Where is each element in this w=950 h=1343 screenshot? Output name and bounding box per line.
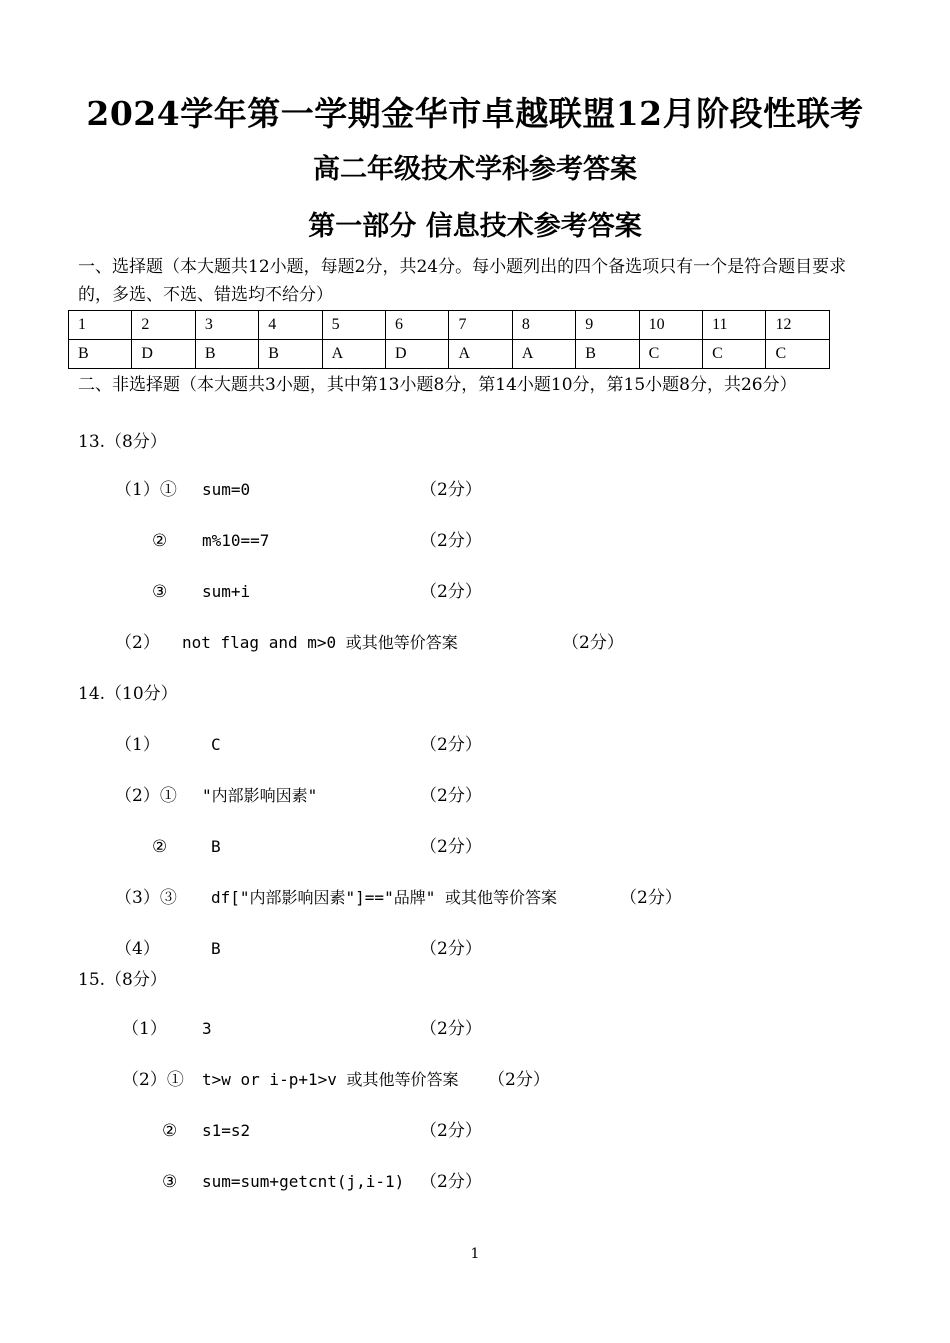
q13-label: （2）	[115, 633, 160, 653]
table-cell: D	[132, 340, 195, 369]
q15-answer: s1=s2	[202, 1121, 251, 1140]
table-cell: 8	[512, 311, 575, 340]
q13-label: ②	[152, 531, 168, 551]
part-title: 第一部分 信息技术参考答案	[308, 211, 642, 242]
table-cell: 11	[703, 311, 766, 340]
table-cell: B	[576, 340, 639, 369]
q14-answer: "内部影响因素"	[202, 786, 318, 805]
q13-score: （2分）	[420, 531, 482, 551]
q14-score: （2分）	[420, 837, 482, 857]
q13-label: ③	[152, 582, 168, 602]
q14-label: ②	[152, 837, 168, 857]
q15-answer: sum=sum+getcnt(j,i-1)	[202, 1172, 405, 1191]
table-cell: 9	[576, 311, 639, 340]
q13-answer: m%10==7	[202, 531, 270, 550]
q15-label: （1）	[122, 1019, 167, 1039]
q13-answer: not flag and m>0 或其他等价答案	[182, 633, 458, 652]
q14-label: （2）①	[115, 786, 177, 806]
q15-score: （2分）	[420, 1121, 482, 1141]
q14-score: （2分）	[420, 939, 482, 959]
table-row-numbers	[69, 311, 830, 340]
q13-header: 13.（8分）	[78, 432, 167, 452]
q15-score: （2分）	[420, 1019, 482, 1039]
table-cell: 6	[386, 311, 449, 340]
table-cell: 1	[69, 311, 132, 340]
table-cell: B	[259, 340, 322, 369]
table-cell: A	[449, 340, 512, 369]
table-cell: 4	[259, 311, 322, 340]
q14-answer: B	[211, 939, 221, 958]
q15-score: （2分）	[420, 1172, 482, 1192]
table-cell: 3	[195, 311, 258, 340]
q15-answer: 3	[202, 1019, 212, 1038]
q14-score: （2分）	[420, 786, 482, 806]
q14-score: （2分）	[420, 735, 482, 755]
section1-intro: 一、选择题（本大题共12小题，每题2分，共24分。每小题列出的四个备选项只有一个是符合题目要求的，多选、不选、错选均不给分）	[78, 257, 847, 305]
table-cell: C	[703, 340, 766, 369]
table-cell: C	[639, 340, 702, 369]
table-cell: B	[195, 340, 258, 369]
q15-label: （2）①	[122, 1070, 184, 1090]
q13-label: （1）①	[115, 480, 177, 500]
q13-answer: sum+i	[202, 582, 251, 601]
table-cell: D	[386, 340, 449, 369]
q14-score: （2分）	[620, 888, 682, 908]
table-cell: 10	[639, 311, 702, 340]
q14-label: （3）③	[115, 888, 177, 908]
section2-intro: 二、非选择题（本大题共3小题，其中第13小题8分，第14小题10分，第15小题8分，共26分）	[78, 375, 797, 395]
table-cell: C	[766, 340, 830, 369]
q14-label: （4）	[115, 939, 160, 959]
table-cell: 7	[449, 311, 512, 340]
table-cell: 5	[322, 311, 385, 340]
q15-label: ③	[162, 1172, 178, 1192]
document-subtitle: 高二年级技术学科参考答案	[313, 154, 637, 185]
table-row-answers	[69, 340, 830, 369]
q14-answer: df["内部影响因素"]=="品牌" 或其他等价答案	[211, 888, 557, 907]
table-cell: A	[512, 340, 575, 369]
q15-answer: t>w or i-p+1>v 或其他等价答案	[202, 1070, 459, 1089]
table-cell: B	[69, 340, 132, 369]
page-number: 1	[470, 1246, 480, 1262]
table-cell: 2	[132, 311, 195, 340]
q14-answer: B	[211, 837, 221, 856]
q14-header: 14.（10分）	[78, 684, 178, 704]
q15-score: （2分）	[488, 1070, 550, 1090]
q15-label: ②	[162, 1121, 178, 1141]
table-cell: 12	[766, 311, 830, 340]
q15-header: 15.（8分）	[78, 970, 167, 990]
choice-answer-table	[68, 310, 830, 369]
table-cell: A	[322, 340, 385, 369]
q13-score: （2分）	[562, 633, 624, 653]
q13-score: （2分）	[420, 480, 482, 500]
document-title: 2024学年第一学期金华市卓越联盟12月阶段性联考	[86, 94, 864, 133]
q14-label: （1）	[115, 735, 160, 755]
q14-answer: C	[211, 735, 221, 754]
q13-score: （2分）	[420, 582, 482, 602]
q13-answer: sum=0	[202, 480, 251, 499]
